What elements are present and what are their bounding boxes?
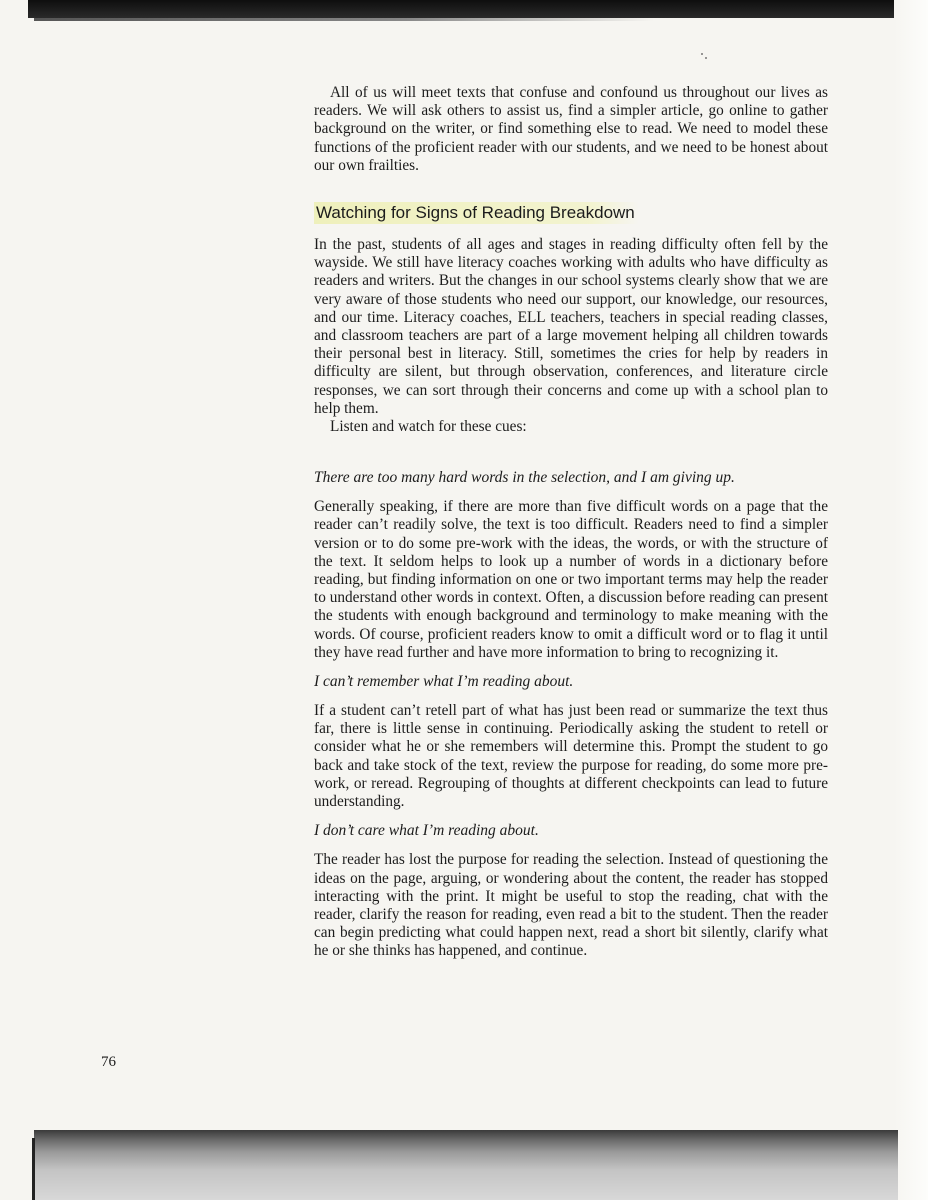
cue-body-hard-words: Generally speaking, if there are more than five difficult words on a page that the reader can’t readily solve, the text is too difficult. Readers need to find a simpler version or to do some pre-work with the ideas, the words, or with the structure of the text. It seldom helps to look up a number of words in a dictionary before reading, but finding information on one or two important terms may help the reader to understand other words in context. Often, a discussion before reading can present the students with enough background and terminology to make meaning with the words. Of course, proficient readers know to omit a difficult word or to flag it until they have read further and have more information to bring to recognizing it. (314, 498, 828, 661)
scan-bottom-left-edge (32, 1138, 35, 1200)
scan-top-rule (34, 18, 654, 21)
scan-speck (705, 57, 707, 59)
cue-heading-dont-care: I don’t care what I’m reading about. (314, 822, 539, 840)
cues-intro: Listen and watch for these cues: (330, 418, 527, 436)
cue-body-dont-care: The reader has lost the purpose for reading the selection. Instead of questioning the ideas on the page, arguing, or wondering about the content, the reader has stopped interacting with the print. It might be useful to stop the reading, chat with the reader, clarify the reason for reading, even read a bit to the student. Then the reader can begin predicting what could happen next, read a short bit silently, clarify what he or she thinks has happened, and continue. (314, 851, 828, 960)
intro-paragraph: All of us will meet texts that confuse and confound us throughout our lives as readers. We will ask others to assist us, find a simpler article, go online to gather background on the writer, or find something else to read. We need to model these functions of the proficient reader with our students, and we need to be honest about our own frailties. (314, 84, 828, 174)
page-body (314, 84, 828, 961)
cue-body-cant-remember: If a student can’t retell part of what has just been read or summarize the text thus far, there is little sense in continuing. Periodically asking the student to retell or consider what he or she remembers will determine this. Prompt the student to go back and take stock of the text, review the purpose for reading, do some more pre-work, or reread. Regrouping of thoughts at different checkpoints can lead to future understanding. (314, 702, 828, 811)
section-paragraph: In the past, students of all ages and stages in reading difficulty often fell by the wayside. We still have literacy coaches working with adults who have difficulty as readers and writers. But the changes in our school systems clearly show that we are very aware of those students who need our support, our knowledge, our resources, and our time. Literacy coaches, ELL teachers, teachers in special reading classes, and classroom teachers are part of a large movement helping all children towards their personal best in literacy. Still, sometimes the cries for help by readers in difficulty are silent, but through observation, conferences, and literature circle responses, we can sort through their concerns and come up with a school plan to help them. (314, 236, 828, 417)
cue-heading-cant-remember: I can’t remember what I’m reading about. (314, 673, 574, 691)
cue-heading-hard-words: There are too many hard words in the selection, and I am giving up. (314, 469, 735, 487)
scan-bottom-shadow (34, 1130, 898, 1200)
scan-right-edge (894, 0, 928, 1200)
section-heading: Watching for Signs of Reading Breakdown (314, 202, 639, 224)
scan-speck (701, 53, 703, 55)
scan-top-border (28, 0, 894, 18)
page-number: 76 (101, 1054, 116, 1070)
